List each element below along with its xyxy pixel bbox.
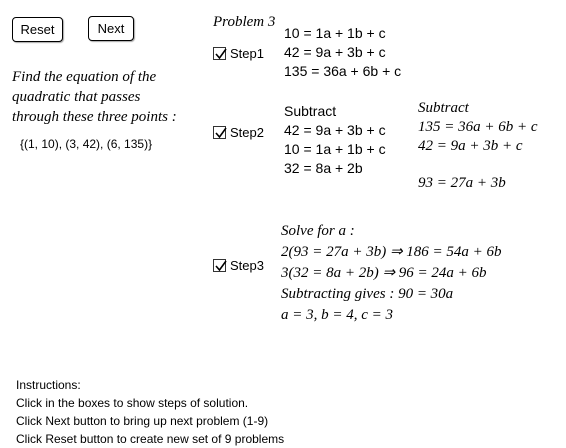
step1-equations bbox=[284, 24, 401, 81]
checkmark-icon bbox=[213, 125, 229, 141]
equation-line: 93 = 27a + 3b bbox=[418, 175, 506, 191]
checkmark-icon bbox=[213, 46, 229, 62]
prompt-line: quadratic that passes bbox=[12, 89, 141, 105]
equation-line: 42 = 9a + 3b + c bbox=[284, 122, 386, 138]
step1-toggle[interactable] bbox=[213, 46, 264, 61]
step2-left-block bbox=[284, 102, 386, 178]
subtract-header: Subtract bbox=[418, 100, 469, 116]
step1-label: Step1 bbox=[230, 46, 264, 61]
equation-line: 135 = 36a + 6b + c bbox=[284, 63, 402, 79]
step2-label: Step2 bbox=[230, 125, 264, 140]
equation-line: 10 = 1a + 1b + c bbox=[284, 25, 386, 41]
checkmark-icon bbox=[213, 258, 229, 274]
points-set: {(1, 10), (3, 42), (6, 135)} bbox=[20, 137, 153, 151]
solve-header: Solve for a : bbox=[281, 223, 355, 239]
instruction-line: Click in the boxes to show steps of solution. bbox=[16, 396, 249, 410]
solution-line: a = 3, b = 4, c = 3 bbox=[281, 307, 394, 323]
instruction-line: Click Next button to bring up next problem (1-9) bbox=[16, 414, 269, 428]
step3-checkbox[interactable] bbox=[213, 259, 226, 272]
instructions bbox=[16, 376, 284, 448]
equation-line: 42 = 9a + 3b + c bbox=[284, 44, 386, 60]
instruction-line: Click Reset button to create new set of 9 problems bbox=[16, 432, 285, 446]
step1-checkbox[interactable] bbox=[213, 47, 226, 60]
step3-block bbox=[281, 221, 502, 326]
step2-toggle[interactable] bbox=[213, 125, 264, 140]
equation-line: Subtracting gives : 90 = 30a bbox=[281, 286, 454, 302]
equation-line: 32 = 8a + 2b bbox=[284, 160, 363, 176]
step3-toggle[interactable] bbox=[213, 258, 264, 273]
subtract-header: Subtract bbox=[284, 103, 337, 119]
equation-line: 10 = 1a + 1b + c bbox=[284, 141, 386, 157]
equation-line: 42 = 9a + 3b + c bbox=[418, 138, 523, 154]
instructions-heading: Instructions: bbox=[16, 378, 81, 392]
equation-line: 135 = 36a + 6b + c bbox=[418, 119, 538, 135]
equation-line: 2(93 = 27a + 3b) ⇒ 186 = 54a + 6b bbox=[281, 244, 502, 260]
prompt-line: Find the equation of the bbox=[12, 69, 157, 85]
prompt-line: through these three points : bbox=[12, 109, 177, 125]
problem-prompt bbox=[12, 67, 177, 127]
problem-title: Problem 3 bbox=[213, 14, 276, 30]
step2-right-block bbox=[418, 99, 538, 193]
reset-button[interactable]: Reset bbox=[12, 17, 63, 42]
next-button[interactable]: Next bbox=[88, 16, 134, 41]
equation-line: 3(32 = 8a + 2b) ⇒ 96 = 24a + 6b bbox=[281, 265, 487, 281]
step3-label: Step3 bbox=[230, 258, 264, 273]
step2-checkbox[interactable] bbox=[213, 126, 226, 139]
